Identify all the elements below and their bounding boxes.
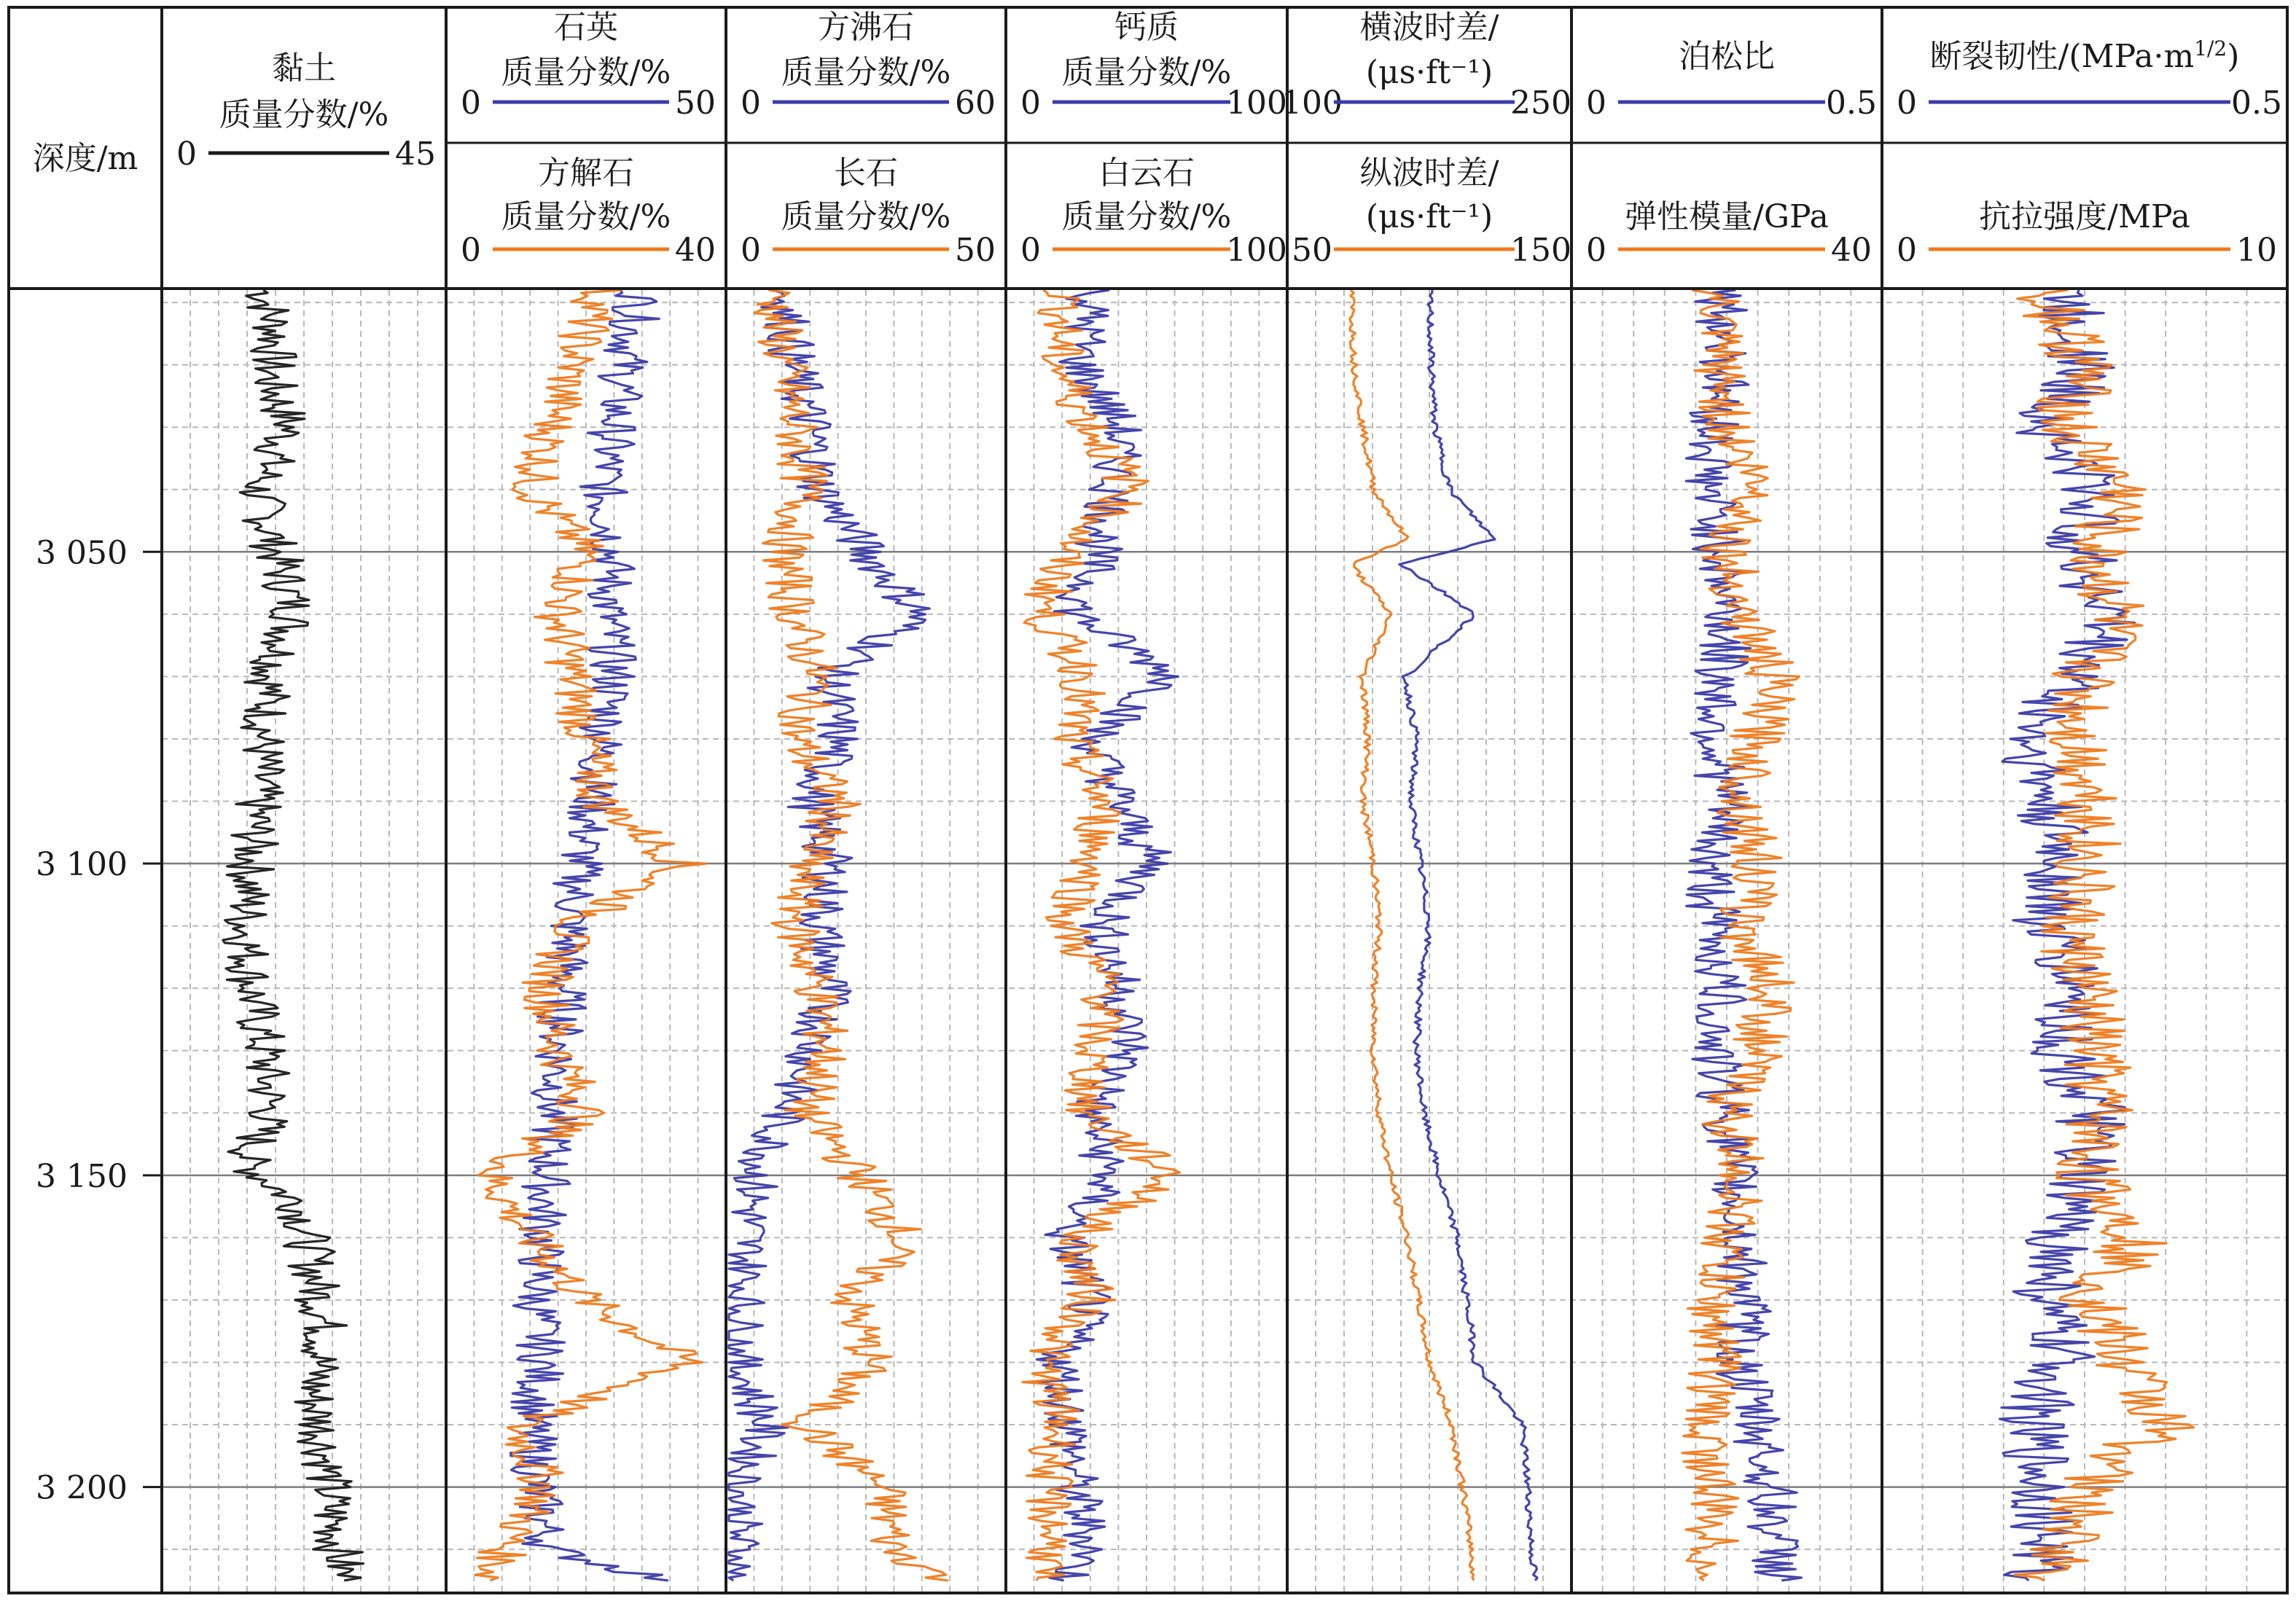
track-title: 横波时差/ xyxy=(1359,9,1499,46)
track-title-secondary: 抗拉强度/MPa xyxy=(1979,198,2190,235)
scale-max-label: 150 xyxy=(1510,232,1571,269)
track-title: 钙质 xyxy=(1114,9,1179,46)
track-unit: 质量分数/% xyxy=(1061,54,1232,91)
scale-min-label: 100 xyxy=(1281,85,1343,122)
scale-max-label: 250 xyxy=(1510,85,1571,122)
scale-max-label: 50 xyxy=(675,85,716,122)
scale-min-label: 0 xyxy=(461,85,481,122)
track-title-secondary: 长石 xyxy=(834,154,898,192)
track-title-secondary: 纵波时差/ xyxy=(1359,154,1499,192)
scale-max-label: 40 xyxy=(675,232,716,269)
depth-tick-label: 3 150 xyxy=(36,1157,128,1195)
scale-min-label: 0 xyxy=(1020,232,1041,269)
scale-max-label: 100 xyxy=(1226,232,1287,269)
scale-max-label: 50 xyxy=(955,232,996,269)
depth-axis-label: 深度/m xyxy=(32,140,138,177)
scale-min-label: 0 xyxy=(1020,85,1041,122)
track-unit-secondary: 质量分数/% xyxy=(781,198,951,235)
track-title: 断裂韧性$/(MPa\cdot m^{1/2})$ xyxy=(1929,36,2240,75)
track-unit-secondary: 质量分数/% xyxy=(501,198,671,235)
track-title: 黏土 xyxy=(272,50,336,87)
track-title-secondary: 白云石 xyxy=(1098,154,1195,192)
track-title-secondary: 弹性模量/GPa xyxy=(1625,198,1829,235)
scale-min-label: 0 xyxy=(741,85,761,122)
track-unit: 质量分数/% xyxy=(219,96,389,133)
depth-tick-label: 3 100 xyxy=(36,846,128,884)
scale-min-label: 50 xyxy=(1292,232,1332,269)
depth-tick-label: 3 050 xyxy=(36,534,128,572)
scale-max-label: 45 xyxy=(395,136,436,173)
scale-min-label: 0 xyxy=(1586,232,1606,269)
track-title: 方沸石 xyxy=(818,9,914,46)
scale-max-label: 60 xyxy=(955,85,996,122)
scale-min-label: 0 xyxy=(1897,85,1917,122)
track-title: 泊松比 xyxy=(1679,38,1775,75)
scale-min-label: 0 xyxy=(461,232,481,269)
depth-tick-label: 3 200 xyxy=(36,1469,128,1507)
scale-max-label: 0.5 xyxy=(1826,85,1877,122)
track-unit-secondary: 质量分数/% xyxy=(1061,198,1232,235)
scale-min-label: 0 xyxy=(1897,232,1917,269)
track-unit: 质量分数/% xyxy=(781,54,951,91)
scale-min-label: 0 xyxy=(741,232,761,269)
scale-max-label: 10 xyxy=(2236,232,2277,269)
scale-max-label: 100 xyxy=(1226,85,1287,122)
track-title-secondary: 方解石 xyxy=(538,154,634,192)
track-unit-secondary: (μs·ft⁻¹) xyxy=(1365,198,1493,235)
scale-max-label: 0.5 xyxy=(2231,85,2282,122)
scale-min-label: 0 xyxy=(1586,85,1606,122)
scale-min-label: 0 xyxy=(176,136,197,173)
track-unit: (μs·ft⁻¹) xyxy=(1365,54,1493,91)
track-title: 石英 xyxy=(554,9,618,46)
track-unit: 质量分数/% xyxy=(501,54,671,91)
scale-max-label: 40 xyxy=(1831,232,1872,269)
